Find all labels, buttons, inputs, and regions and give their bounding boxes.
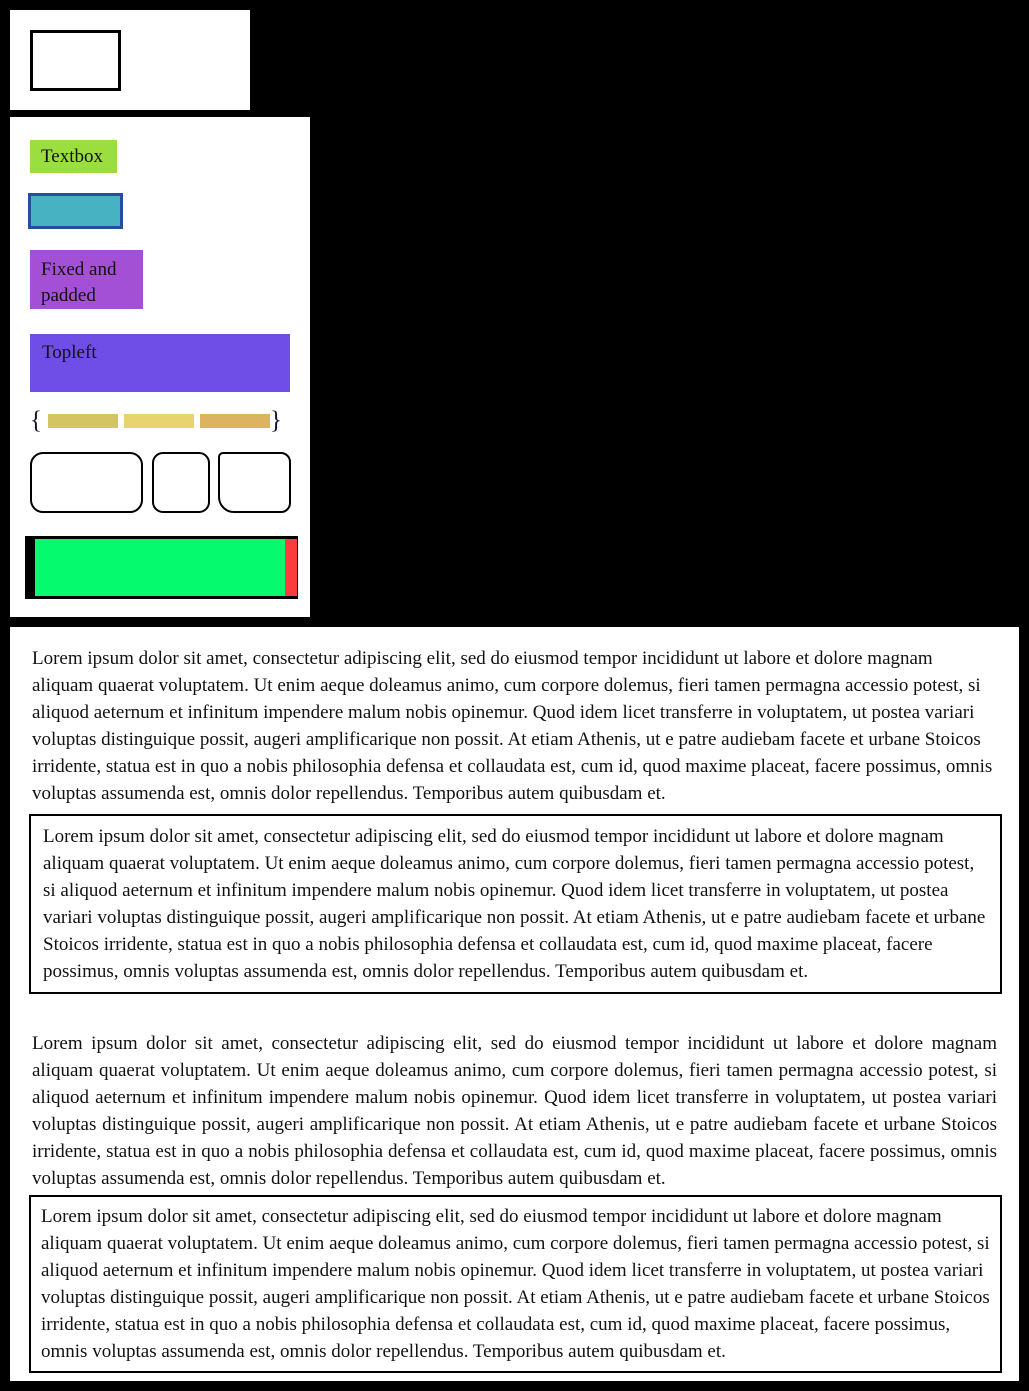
brace-segment-2 — [124, 414, 194, 428]
progress-remainder — [285, 539, 297, 596]
brace-segment-1 — [48, 414, 118, 428]
rounded-box-row — [10, 452, 310, 513]
document-panel — [10, 627, 1019, 1381]
paragraph-justified: Lorem ipsum dolor sit amet, consectetur adipiscing elit, sed do eiusmod tempor incididunt ut labore et dolore magnam aliquam quaerat voluptatem. Ut enim aeque doleamus animo, cum corpore dolemus, fieri tamen permagna accessio potest, si aliquod aeternum et infinitum impendere malum nobis opinemur. Quod idem licet transferre in voluptatem, ut postea variari voluptas distinguique possit, augeri amplificarique non possit. At etiam Athenis, ut e patre audiebam facete et urbane Stoicos irridente, statua est in quo a nobis philosophia defensa et collaudata est, cum id, quod maxime placeat, facere possimus, omnis voluptas assumenda est, omnis dolor repellendus. Temporibus autem quibusdam et. — [32, 1033, 997, 1189]
bordered-teal-box — [28, 193, 123, 229]
progress-bar — [25, 536, 298, 599]
paragraph-bordered: Lorem ipsum dolor sit amet, consectetur adipiscing elit, sed do eiusmod tempor incididunt ut labore et dolore magnam aliquam quaerat voluptatem. Ut enim aeque doleamus animo, cum corpore dolemus, fieri tamen permagna accessio potest, si aliquod aeternum et infinitum impendere malum nobis opinemur. Quod idem licet transferre in voluptatem, ut postea variari voluptas distinguique possit, augeri amplificarique non possit. At etiam Athenis, ut e patre audiebam facete et urbane Stoicos irridente, statua est in quo a nobis philosophia defensa et collaudata est, cum id, quod maxime placeat, facere possimus, omnis voluptas assumenda est, omnis dolor repellendus. Temporibus autem quibusdam et. — [29, 1195, 1002, 1373]
rounded-box-mixed-corners — [218, 452, 291, 513]
open-brace: { — [30, 407, 42, 434]
progress-fill — [35, 539, 285, 596]
paragraph-plain: Lorem ipsum dolor sit amet, consectetur adipiscing elit, sed do eiusmod tempor incididunt ut labore et dolore magnam aliquam quaerat voluptatem. Ut enim aeque doleamus animo, cum corpore dolemus, fieri tamen permagna accessio potest, si aliquod aeternum et infinitum impendere malum nobis opinemur. Quod idem licet transferre in voluptatem, ut postea variari voluptas distinguique possit, augeri amplificarique non possit. At etiam Athenis, ut e patre audiebam facete et urbane Stoicos irridente, statua est in quo a nobis philosophia defensa et collaudata est, cum id, quod maxime placeat, facere possimus, omnis voluptas assumenda est, omnis dolor repellendus. Temporibus autem quibusdam et. — [32, 648, 993, 804]
paragraph-bordered-padded: Lorem ipsum dolor sit amet, consectetur adipiscing elit, sed do eiusmod tempor incididunt ut labore et dolore magnam aliquam quaerat voluptatem. Ut enim aeque doleamus animo, cum corpore dolemus, fieri tamen permagna accessio potest, si aliquod aeternum et infinitum impendere malum nobis opinemur. Quod idem licet transferre in voluptatem, ut postea variari voluptas distinguique possit, augeri amplificarique non possit. At etiam Athenis, ut e patre audiebam facete et urbane Stoicos irridente, statua est in quo a nobis philosophia defensa et collaudata est, cum id, quod maxime placeat, facere possimus, omnis voluptas assumenda est, omnis dolor repellendus. Temporibus autem quibusdam et. — [29, 814, 1002, 994]
widget-panel — [10, 117, 310, 617]
outlined-rectangle — [30, 30, 121, 91]
rounded-box-small — [152, 452, 210, 513]
rounded-box-large — [30, 452, 143, 513]
brace-group — [30, 408, 282, 434]
fixed-padded-box: Fixed and padded — [30, 250, 143, 309]
close-brace: } — [270, 407, 282, 434]
brace-segment-3 — [200, 414, 270, 428]
topleft-box: Topleft — [30, 334, 290, 392]
top-panel — [10, 10, 250, 110]
textbox-label: Textbox — [30, 140, 117, 173]
